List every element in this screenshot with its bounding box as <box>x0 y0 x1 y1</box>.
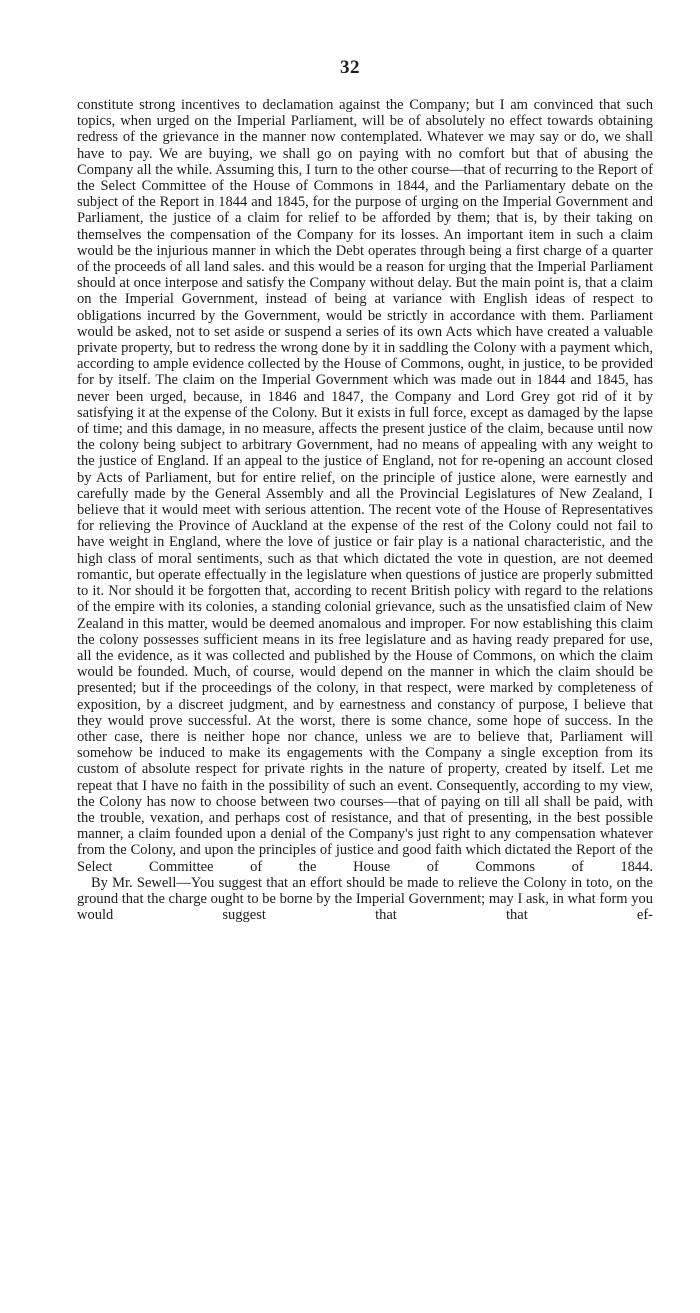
page-number: 32 <box>340 57 360 78</box>
paragraph-testimony: constitute strong incentives to declamation against the Company; but I am convinced that such topics, when urged on the Imperial Parliament, will be of absolutely no effect towards obtaining redress of the grievance in the manner now contemplated. Whatever we may say or do, we shall have to pay. We are buying, we shall go on paying with no comfort but that of abusing the Company all the while. Assuming this, I turn to the other course—that of recurring to the Report of the Select Committee of the House of Commons in 1844, and the Parliamentary debate on the subject of the Report in 1844 and 1845, for the purpose of urging on the Imperial Government and Parliament, the justice of a claim for relief to be afforded by them; that is, by their taking on themselves the compensation of the Company for its losses. An important item in such a claim would be the injurious manner in which the Debt operates through being a first charge of a quarter of the proceeds of all land sales. and this would be a reason for urging that the Imperial Parliament should at once interpose and satisfy the Company without delay. But the main point is, that a claim on the Imperial Government, instead of being at variance with English ideas of respect to obligations incurred by the Government, would be strictly in accordance with them. Parliament would be asked, not to set aside or suspend a series of its own Acts which have created a valuable private property, but to redress the wrong done by it in saddling the Colony with a payment which, according to ample evidence collected by the House of Commons, ought, in justice, to be provided for by itself. The claim on the Imperial Government which was made out in 1844 and 1845, has never been urged, because, in 1846 and 1847, the Company and Lord Grey got rid of it by satisfying it at the expense of the Colony. But it exists in full force, except as damaged by the lapse of time; and this damage, in no measure, affects the present justice of the claim, because until now the colony being subject to arbitrary Government, had no means of appealing with any weight to the justice of England. If an appeal to the justice of England, not for re-opening an account closed by Acts of Parliament, but for entire relief, on the principle of justice alone, were earnestly and carefully made by the General Assembly and all the Provincial Legislatures of New Zealand, I believe that it would meet with serious attention. The recent vote of the House of Representatives for relieving the Province of Auckland at the expense of the rest of the Colony could not fail to have weight in England, where the love of justice or fair play is a national characteristic, and the high class of moral sentiments, such as that which dictated the vote in question, are not deemed romantic, but operate effectually in the legislature when questions of justice are properly submitted to it. Nor should it be forgotten that, according to recent British policy with regard to the relations of the empire with its colonies, a standing colonial grievance, such as the unsatisfied claim of New Zealand in this matter, would be deemed anomalous and improper. For now establishing this claim the colony possesses sufficient means in its free legislature and as having ready prepared for use, all the evidence, as it was collected and published by the House of Commons, on which the claim would be founded. Much, of course, would depend on the manner in which the claim should be presented; but if the proceedings of the colony, in that respect, were marked by completeness of exposition, by a discreet judgment, and by earnestness and constancy of purpose, I believe that they would prove successful. At the worst, there is some chance, some hope of success. In the other case, there is neither hope nor chance, unless we are to believe that, Parliament will somehow be induced to make its engagements with the Company a single exception from its custom of absolute respect for private rights in the nature of property, created by itself. Let me repeat that I have no faith in the possibility of such an event. Consequently, according to my view, the Colony has now to choose between two courses—that of paying on till all shall be paid, with the trouble, vexation, and perhaps cost of resistance, and that of presenting, in the best possible manner, a claim founded upon a denial of the Company's just right to any compensation whatever from the Colony, and upon the principles of justice and good faith which dictated the Report of the Select Committee of the House of Commons of 1844. <box>77 97 653 875</box>
paragraph-question: By Mr. Sewell—You suggest that an effort should be made to relieve the Colony in toto, on the ground that the charge ought to be borne by the Imperial Government; may I ask, in what form you would suggest that that ef- <box>77 874 653 924</box>
text-body <box>77 97 653 923</box>
